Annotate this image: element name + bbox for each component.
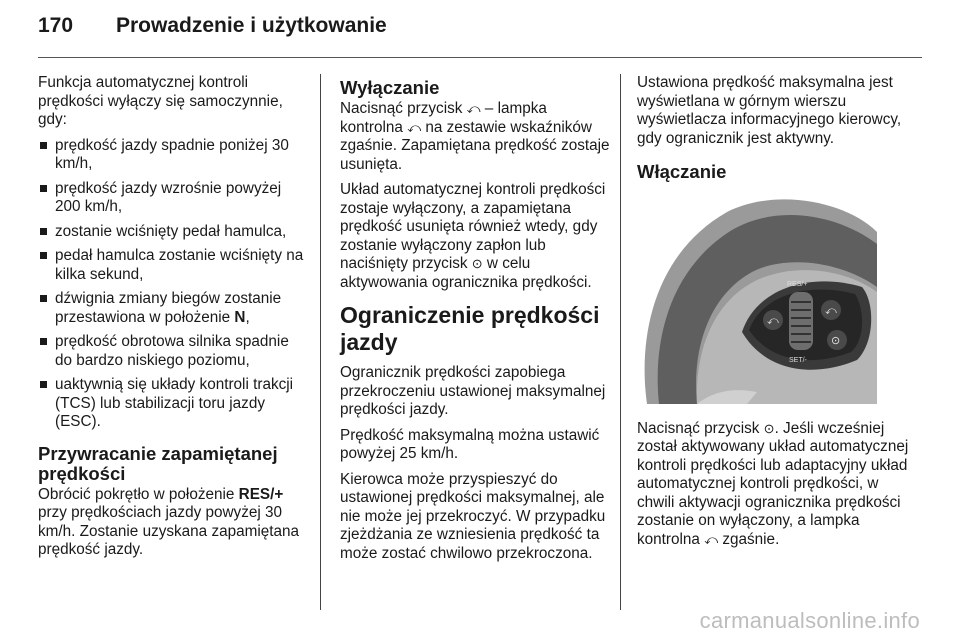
list-item xyxy=(38,290,310,327)
res-plus-label: RES/+ xyxy=(787,281,808,288)
list-item: zostanie wciśnięty pedał hamulca, xyxy=(38,223,310,242)
intro-paragraph: Funkcja automatycznej kontroli prędkości wyłączy się samoczynnie, gdy: xyxy=(38,74,283,128)
gear-item-text: dźwignia zmiany biegów zostanie przestawiona w położenie N, xyxy=(55,290,282,326)
on-paragraph: Nacisnąć przycisk ⊙. Jeśli wcześniej został aktywowany układ automatycznej kontroli prędkości lub adaptacyjny układ automatycznej kontroli prędkości, w chwili aktywacji ogranicznika prędkości zostanie on wyłączony, a lampka kontrolna ⤺ zgaśnie. xyxy=(637,419,909,548)
auto-off-list xyxy=(38,137,310,432)
section-heading-restore: Przywracanie zapamiętanej prędkości xyxy=(38,442,278,484)
speed-limiter-icon: ⊙ xyxy=(471,256,483,271)
display-paragraph: Ustawiona prędkość maksymalna jest wyświetlana w górnym wierszu wyświetlacza informacyjnego kierowcy, gdy ogranicznik jest aktywny. xyxy=(637,74,902,147)
bullet-icon xyxy=(40,185,47,192)
bullet-icon xyxy=(40,252,47,259)
column-1 xyxy=(38,74,310,567)
bullet-icon xyxy=(40,295,47,302)
off-paragraph-2: Układ automatycznej kontroli prędkości zostaje wyłączony, a zapamiętana prędkość usunięta również wtedy, gdy zostanie wyłączony zapłon lub naciśnięty przycisk ⊙ w celu aktywowania ogranicznika prędkości. xyxy=(340,181,606,291)
section-heading-on: Włączanie xyxy=(637,161,727,182)
section-heading-off: Wyłączanie xyxy=(340,77,440,98)
limiter-paragraph-2: Prędkość maksymalną można ustawić powyżej 25 km/h. xyxy=(340,426,600,462)
bullet-icon xyxy=(40,338,47,345)
cruise-control-icon: ⤺ xyxy=(767,315,779,327)
column-divider xyxy=(320,74,321,610)
off-paragraph-1: Nacisnąć przycisk ⤺ – lampka kontrolna ⤺ na zestawie wskaźników zgaśnie. Zapamiętana prędkość zostaje usunięta. xyxy=(340,100,610,173)
cruise-control-icon: ⤺ xyxy=(466,101,481,116)
limiter-paragraph-3: Kierowca może przyspieszyć do ustawionej prędkości maksymalnej, ale nie może jej przekroczyć. W przypadku zjeżdżania ze wzniesienia prędkość ta może zostać chwilowo przekroczona. xyxy=(340,470,606,562)
list-item: uaktywnią się układy kontroli trakcji (TCS) lub stabilizacji toru jazdy (ESC). xyxy=(38,376,310,432)
page-header xyxy=(38,14,387,44)
set-minus-label: SET/- xyxy=(789,357,807,364)
page-title: Prowadzenie i użytkowanie xyxy=(116,14,387,37)
column-divider xyxy=(620,74,621,610)
list-item: prędkość obrotowa silnika spadnie do bardzo niskiego poziomu, xyxy=(38,333,310,370)
section-heading-limiter: Ograniczenie prędkości jazdy xyxy=(340,302,600,355)
list-item: prędkość jazdy wzrośnie powyżej 200 km/h, xyxy=(38,180,310,217)
steering-wheel-illustration xyxy=(637,192,877,404)
list-item: prędkość jazdy spadnie poniżej 30 km/h, xyxy=(38,137,310,174)
cruise-control-icon: ⤺ xyxy=(704,531,719,547)
page-number: 170 xyxy=(38,14,74,37)
header-rule xyxy=(38,57,922,58)
limiter-paragraph-1: Ogranicznik prędkości zapobiega przekroczeniu ustawionej maksymalnej prędkości jazdy. xyxy=(340,364,606,418)
list-item: pedał hamulca zostanie wciśnięty na kilka sekund, xyxy=(38,247,310,284)
restore-paragraph: Obrócić pokrętło w położenie RES/+ przy prędkościach jazdy powyżej 30 km/h. Zostanie uzyskana zapamiętana prędkość jazdy. xyxy=(38,485,300,558)
bullet-icon xyxy=(40,142,47,149)
speed-limiter-icon: ⊙ xyxy=(763,420,775,436)
cruise-control-icon: ⤺ xyxy=(407,119,422,135)
watermark: carmanualsonline.info xyxy=(699,608,920,633)
speed-limiter-icon: ⊙ xyxy=(831,335,841,347)
cancel-icon: ⤺ xyxy=(825,305,837,317)
bullet-icon xyxy=(40,381,47,388)
column-2 xyxy=(340,74,612,570)
column-3 xyxy=(637,74,909,556)
bullet-icon xyxy=(40,228,47,235)
